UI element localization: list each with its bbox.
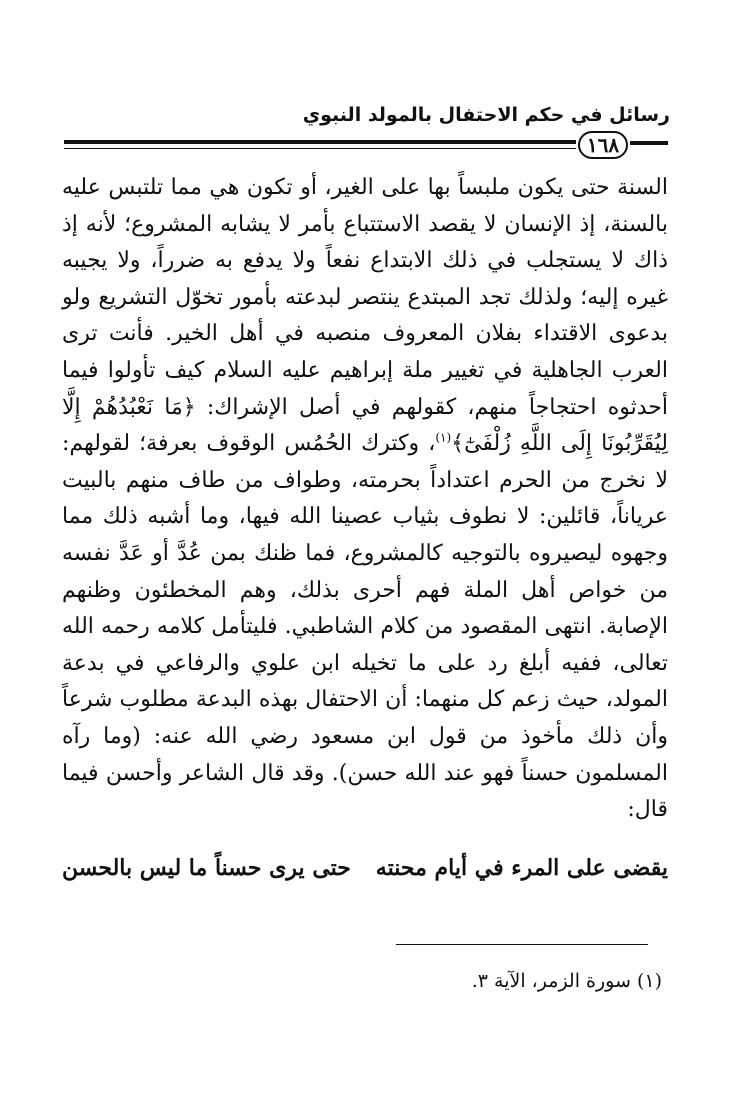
header-rule-thin — [64, 148, 576, 149]
paragraph-main: السنة حتى يكون ملبساً بها على الغير، أو تكون هي مما تلتبس عليه بالسنة، إذ الإنسان لا يقصد الاستتباع بأمر لا يشابه المشروع؛ لأنه إذ ذاك لا يستجلب في ذلك الابتداع نفعاً ولا يدفع به ضرراً، ولا يجيبه غيره إليه؛ ولذلك تجد المبتدع ينتصر لبدعته بأمور تخوّل التشريع ولو بدعوى الاقتداء بفلان المعروف منصبه في أهل الخير. فأنت ترى العرب الجاهلية في تغيير ملة إبراهيم عليه السلام كيف تأولوا فيما أحدثوه احتجاجاً منهم، كقولهم في أصل الإشراك: ﴿مَا نَعْبُدُهُمْ إِلَّا لِيُقَرِّبُونَا إِلَى اللَّهِ زُلْفَىٰٓ﴾ — [62, 175, 669, 457]
page-number: ١٦٨ — [578, 131, 628, 159]
verse-second-hemistich: حتى يرى حسناً ما ليس بالحسن — [62, 855, 351, 881]
footnote-reference[interactable]: (١) — [435, 430, 452, 445]
body-paragraph — [62, 170, 668, 829]
verse-first-hemistich: يقضى على المرء في أيام محنته — [375, 855, 668, 881]
footnote-text: (١) سورة الزمر، الآية ٣. — [471, 970, 662, 992]
footnote-separator — [396, 944, 648, 945]
header-rule-thick — [64, 140, 576, 144]
header-rule-right — [630, 141, 668, 145]
paragraph-continuation: ، وكترك الحُمُس الوقوف بعرفة؛ لقولهم: لا نخرج من الحرم اعتداداً بحرمته، وطواف من طاف منهم بالبيت عرياناً، قائلين: لا نطوف بثياب عصينا الله فيها، وما أشبه ذلك مما وجهوه ليصيروه بالتوجيه كالمشروع، فما ظنك بمن عُدَّ أو عَدَّ نفسه من خواص أهل الملة فهم أحرى بذلك، وهم المخطئون وظنهم الإصابة. انتهى المقصود من كلام الشاطبي. فليتأمل كلامه رحمه الله تعالى، ففيه أبلغ رد على ما تخيله ابن علوي والرفاعي في بدعة المولد، حيث زعم كل منهما: أن الاحتفال بهذه البدعة مطلوب شرعاً وأن ذلك مأخوذ من قول ابن مسعود رضي الله عنه: (وما رآه المسلمون حسناً فهو عند الله حسن). وقد قال الشاعر وأحسن فيما قال: — [62, 431, 668, 823]
body-text — [62, 170, 668, 829]
poetry-verse — [62, 855, 668, 891]
running-title: رسائل في حكم الاحتفال بالمولد النبوي — [302, 104, 670, 126]
